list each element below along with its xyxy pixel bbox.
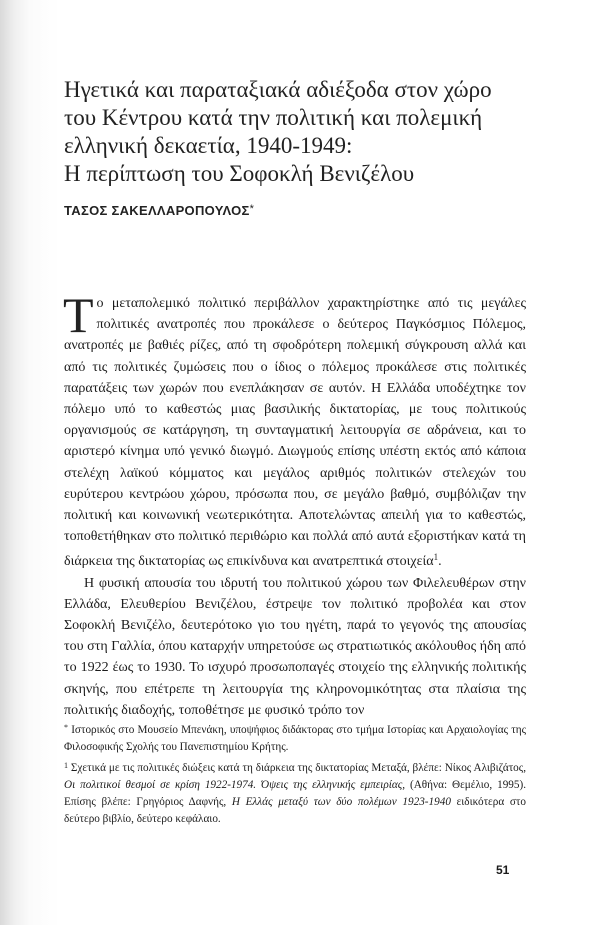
footnote-1-marker: 1 bbox=[64, 760, 68, 770]
paragraph-2 bbox=[64, 573, 526, 721]
article-title bbox=[64, 76, 524, 188]
footnote-star bbox=[64, 719, 526, 757]
footnote-1-italic-a: Οι πολιτικοί θεσμοί σε κρίση 1922-1974. Όψεις της ελληνικής εμπειρίας, bbox=[64, 778, 406, 791]
footnote-star-text: Ιστορικός στο Μουσείο Μπενάκη, υποψήφιος διδάκτορας στο τμήμα Ιστορίας και Αρχαιολογίας της Φιλοσοφικής Σχολής του Πανεπιστημίου Κρήτης. bbox=[64, 724, 526, 754]
paragraph-1-end: . bbox=[438, 554, 442, 570]
paragraph-1 bbox=[63, 287, 526, 573]
drop-cap: Τ bbox=[63, 287, 94, 343]
footnote-1-text-a: Σχετικά με τις πολιτικές διώξεις κατά τη διάρκεια της δικτατορίας Μεταξά, βλέπε: Νίκος Αλιβιζάτος, bbox=[70, 761, 527, 774]
title-line: Η περίπτωση του Σοφοκλή Βενιζέλου bbox=[64, 161, 415, 186]
title-line: ελληνική δεκαετία, 1940-1949: bbox=[64, 133, 353, 158]
article-body bbox=[63, 287, 526, 721]
author-footnote-marker: * bbox=[249, 203, 255, 215]
author-byline bbox=[64, 203, 254, 218]
footnote-1-text-c: ειδικότερα στο δεύτερο βιβλίο, δεύτερο κεφάλαιο. bbox=[64, 796, 526, 826]
title-line: του Κέντρου κατά την πολιτική και πολεμική bbox=[64, 105, 483, 130]
author-name: ΤΑΣΟΣ ΣΑΚΕΛΛΑΡΟΠΟΥΛΟΣ bbox=[64, 203, 250, 218]
footnote-1-italic-b: Η Ελλάς μεταξύ των δύο πολέμων 1923-1940 bbox=[231, 796, 451, 809]
footnote-reference: 1 bbox=[433, 552, 439, 563]
paragraph-1-text: ο μεταπολεμικό πολιτικό περιβάλλον χαρακτηρίστηκε από τις μεγάλες πολιτικές ανατροπές που προκάλεσε ο δεύτερος Παγκόσμιος Πόλεμος, ανατροπές με βαθιές ρίζες, από τη σφοδρότερη πολεμική σύγκρουση αλλά και από τις πολιτικές ζυμώσεις που ο ίδιος ο πόλεμος προκάλεσε στις πολιτικές παρατάξεις των χωρών που ενεπλάκησαν σε αυτόν. Η Ελλάδα υποδέχτηκε τον πόλεμο υπό το καθεστώς μιας βασιλικής δικτατορίας, με τους πολιτικούς οργανισμούς σε κατάργηση, τη συνταγματική λειτουργία σε αδράνεια, και το αριστερό κίνημα υπό γενικό διωγμό. Διωγμούς επίσης υπέστη εκτός από κάποια στελέχη λαϊκού κόμματος και μεγάλος αριθμός πολιτικών στελεχών του ευρύτερου κεντρώου χώρου, πρόσωπα που, σε μεγάλο βαθμό, συμβόλιζαν την πολιτική και κοινωνική νεωτερικότητα. Αποτελώντας απειλή για το καθεστώς, τοποθετήθηκαν στο πολιτικό περιθώριο και πολλά από αυτά εξοριστήκαν κατά τη διάρκεια της δικτατορίας ως επικίνδυνα και ανατρεπτικά στοιχεία bbox=[64, 296, 526, 570]
footnote-star-marker: * bbox=[64, 723, 68, 732]
footnote-1 bbox=[64, 757, 526, 829]
footnote-1-text-b: (Αθήνα: Θεμέλιο, 1995). Επίσης βλέπε: Γρηγόριος Δαφνής, bbox=[64, 778, 526, 809]
paragraph-2-text: Η φυσική απουσία του ιδρυτή του πολιτικού χώρου των Φιλελευθέρων στην Ελλάδα, Ελευθερίου Βενιζέλου, έστρεψε τον πολιτικό προβολέα και στον Σοφοκλή Βενιζέλο, δευτερότοκο γιο του ηγέτη, παρά το γεγονός της απουσίας του στη Γαλλία, όπου καταρχήν υπηρετούσε ως στρατιωτικός ακόλουθος ήδη από το 1922 έως το 1930. Το ισχυρό προσωποπαγές στοιχείο της ελληνικής πολιτικής σκηνής, που επέτρεπε τη λειτουργία της κληρονομικότητας στα πλαίσια της πολιτικής διαδοχής, τοποθέτησε με φυσικό τρόπο τον bbox=[64, 575, 526, 718]
footnotes bbox=[64, 719, 526, 829]
title-line: Ηγετικά και παραταξιακά αδιέξοδα στον χώρο bbox=[64, 77, 492, 102]
page-number: 51 bbox=[496, 863, 510, 877]
